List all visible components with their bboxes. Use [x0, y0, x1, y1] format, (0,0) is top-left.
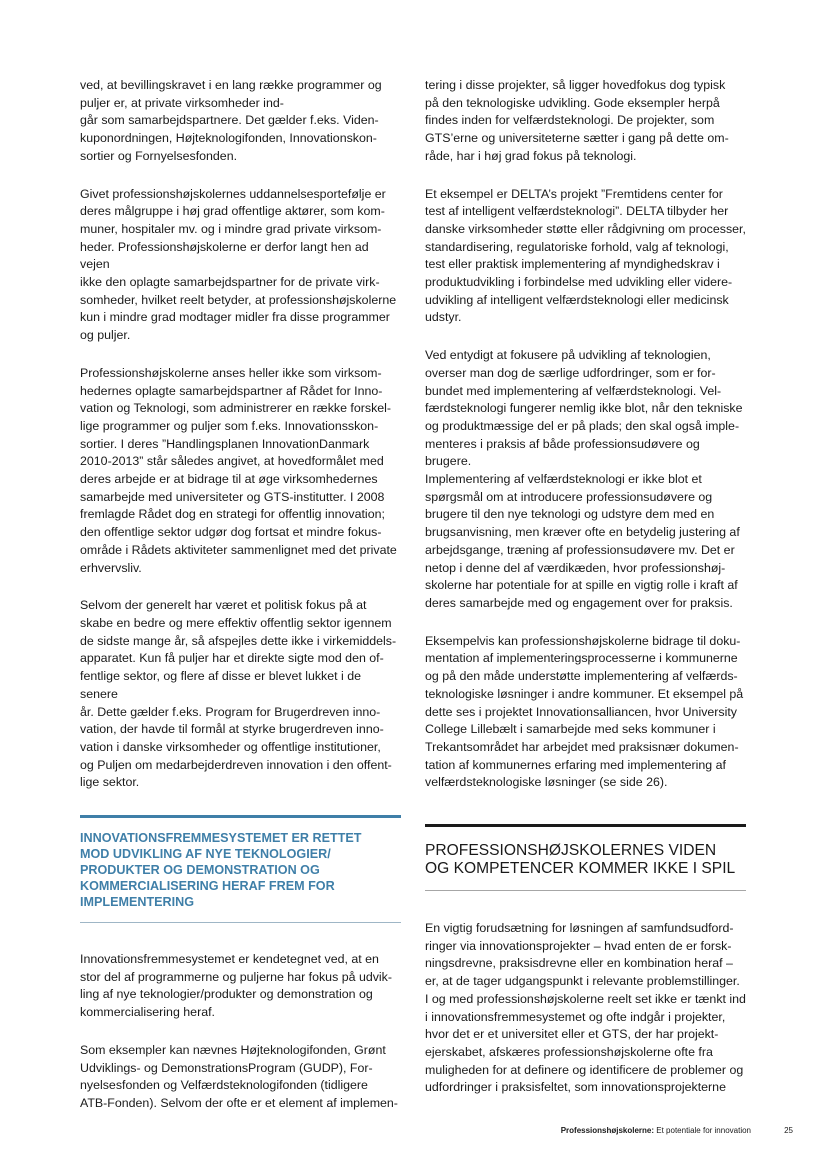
body-paragraph: Ved entydigt at fokusere på udvikling af teknologien, overser man dog de særlige udfordringer, som er for- bundet med implementering af velfærdsteknologi. Vel- færdsteknologi fungerer nemlig ikke blot, når den tekniske og produktmæssige del er på plads; den skal også imple- menteres i praksis af både professionsudøvere og brugere. Implementering af velfærdsteknologi er ikke blot et spørgsmål om at introducere professionsudøvere og brugere til den nye teknologi og udstyre dem med en brugsanvisning, men kræver ofte en betydelig justering af arbejdsgange, træning af professionsudøvere mv. Det er netop i denne del af værdikæden, hvor professionshøj- skolerne har potentiale for at spille en vigtig rolle i kraft af deres samarbejde med og engagement over for praksis. — [425, 348, 743, 610]
body-paragraph: Eksempelvis kan professionshøjskolerne bidrage til doku- mentation af implementeringsprocesserne i kommunerne og på den måde understøtte implementering af velfærds- teknologiske løsninger i andre kommuner. Et eksempel på dette ses i projektet Innovationsalliancen, hvor University College Lillebælt i samarbejde med seks kommuner i Trekantsområdet har arbejdet med praksisnær dokumen- tation af kommunernes erfaring med implementering af velfærdsteknologiske løsninger (se side 26). — [425, 633, 744, 790]
section-heading: PROFESSIONSHØJSKOLERNES VIDEN OG KOMPETENCER KOMMER IKKE I SPIL — [425, 842, 736, 877]
footer-title-bold: Professionshøjskolerne: — [560, 1126, 655, 1135]
body-paragraph: Et eksempel er DELTA’s projekt ”Fremtidens center for test af intelligent velfærdsteknologi”. DELTA tilbyder her danske virksomheder støtte eller rådgivning om processer, standardisering, regulatoriske forhold, valg af teknologi, test eller praktisk implementering af myndighedskrav i produktudvikling i forbindelse med udvikling eller videre- udvikling af intelligent velfærdsteknologi eller medicinsk udstyr. — [425, 186, 746, 325]
footer-title-rest: Et potentiale for innovation — [654, 1126, 751, 1135]
page-footer — [0, 1126, 827, 1140]
section-heading-top-rule — [425, 824, 746, 827]
footer-title — [561, 1126, 751, 1135]
body-paragraph: tering i disse projekter, så ligger hovedfokus dog typisk på den teknologiske udvikling. Gode eksempler herpå findes inden for velfærdsteknologi. De projekter, som GTS’erne og universiteterne sætter i gang på dette om- råde, har i høj grad fokus på teknologi. — [425, 78, 729, 163]
body-paragraph: Som eksempler kan nævnes Højteknologifonden, Grønt Udviklings- og DemonstrationsProgram (GUDP), For- nyelsesfonden og Velfærdsteknologifonden (tidligere ATB-Fonden). Selvom der ofte er et element af implemen- — [80, 1042, 398, 1110]
body-paragraph: En vigtig forudsætning for løsningen af samfundsudford- ringer via innovationsprojekter – hvad enten de er forsk- ningsdrevne, praksisdrevne eller en kombination heraf – er, at de tager udgangspunkt i relevante problemstillinger. I og med professionshøjskolerne reelt set ikke er tænkt ind i innovationsfremmesystemet og ofte indgår i projekter, hvor det er et universitet eller et GTS, der har projekt- ejerskabet, afskæres professionshøjskolerne ofte fra muligheden for at definere og identificere de problemer og udfordringer i praksisfeltet, som innovationsprojekterne — [425, 921, 746, 1095]
left-column — [80, 77, 401, 1133]
heading-bottom-rule — [80, 922, 401, 923]
body-paragraph: Professionshøjskolerne anses heller ikke som virksom- hedernes oplagte samarbejdspartner af Rådet for Inno- vation og Teknologi, som administrerer en række forskel- lige programmer og puljer som f.eks. Innovationsskon- sortier. I deres ”Handlingsplanen InnovationDanmark 2010-2013” står således angivet, at hovedformålet med deres arbejde er at bidrage til at øge virksomhedernes samarbejde med universiteter og GTS-institutter. I 2008 fremlagde Rådet dog en strategi for offentlig innovation; den offentlige sektor udgør dog fortsat et mindre fokus- område i Rådets aktiviteter sammenlignet med det private erhvervsliv. — [80, 365, 397, 575]
box-heading: INNOVATIONSFREMMESYSTEMET ER RETTET MOD UDVIKLING AF NYE TEKNOLOGIER/ PRODUKTER OG DEMONSTRATION OG KOMMERCIALISERING HERAF FREM FOR IMPLEMENTERING — [80, 831, 362, 910]
body-paragraph: Innovationsfremmesystemet er kendetegnet ved, at en stor del af programmerne og puljerne har fokus på udvik- ling af nye teknologier/produkter og demonstration og kommercialisering heraf. — [80, 952, 392, 1020]
heading-top-rule — [80, 815, 401, 818]
body-paragraph: ved, at bevillingskravet i en lang række programmer og puljer er, at private virksomheder ind- går som samarbejdspartnere. Det gælder f.eks. Viden- kuponordningen, Højteknologifonden, Innovationskon- sortier og Fornyelsesfonden. — [80, 78, 382, 163]
body-paragraph: Givet professionshøjskolernes uddannelsesportefølje er deres målgruppe i høj grad offentlige aktører, som kom- muner, hospitaler mv. og i mindre grad private virksom- heder. Professionshøjskolerne er derfor langt hen ad vejen ikke den oplagte samarbejdspartner for de private virk- somheder, hvilket reelt betyder, at professionshøjskolerne kun i mindre grad modtager midler fra disse programmer og puljer. — [80, 186, 397, 343]
right-column — [425, 77, 746, 1117]
section-heading-bottom-rule — [425, 890, 746, 891]
page-number: 25 — [784, 1126, 793, 1135]
body-paragraph: Selvom der generelt har været et politisk fokus på at skabe en bedre og mere effektiv offentlig sektor igennem de sidste mange år, så afspejles dette ikke i virkemiddels- apparatet. Kun få puljer har et direkte sigte mod den of- fentlige sektor, og flere af disse er blevet lukket i de senere år. Dette gælder f.eks. Program for Brugerdreven inno- vation, der havde til formål at styrke brugerdreven inno- vation i danske virksomheder og offentlige institutioner, og Puljen om medarbejderdreven innovation i den offent- lige sektor. — [80, 598, 397, 790]
